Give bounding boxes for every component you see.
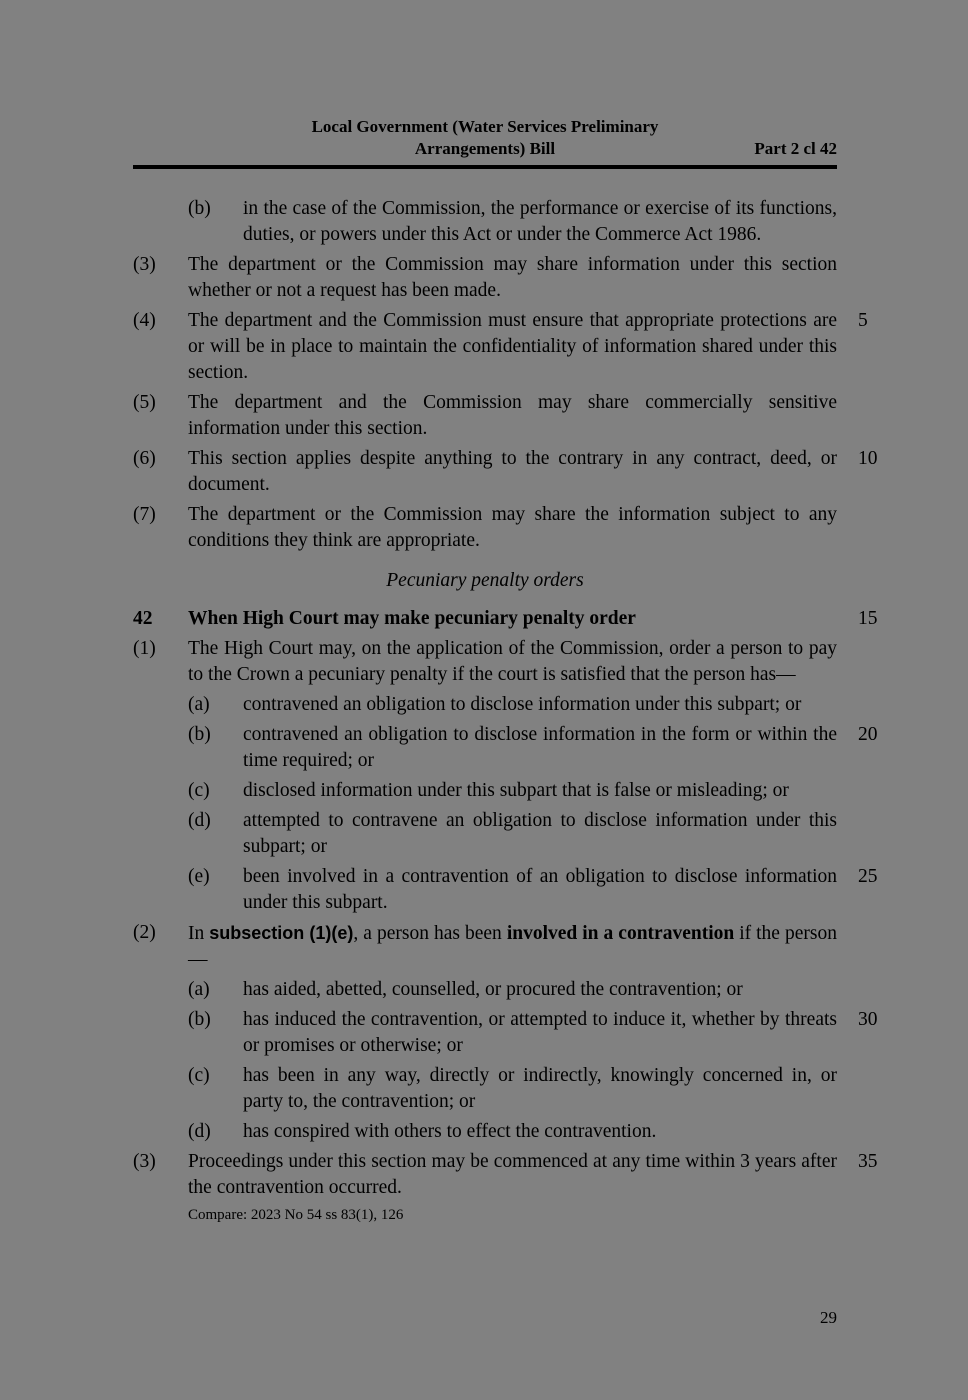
text-run: if the person—: [188, 923, 837, 970]
line-number: [837, 977, 880, 1003]
subsection-label: (6): [133, 448, 156, 469]
paragraph-text: has aided, abetted, counselled, or procured the contravention; or: [243, 979, 743, 1000]
subsection-label: (3): [133, 1151, 156, 1172]
bill-title: [133, 116, 837, 160]
line-number: [837, 920, 880, 973]
paragraph-1a: [133, 692, 880, 718]
text-run: , a person has been: [353, 923, 507, 944]
subsection-1: [133, 636, 880, 688]
crossheading: Pecuniary penalty orders: [386, 570, 584, 591]
paragraph-1e: [133, 864, 880, 916]
line-number: [837, 778, 880, 804]
paragraph-label: (c): [188, 1065, 210, 1086]
indent-spacer: [133, 1063, 188, 1115]
line-number: 25: [858, 866, 878, 887]
indent-spacer: [133, 196, 188, 248]
paragraph-label: (d): [188, 1121, 211, 1142]
subsection-3-of-42: [133, 1149, 880, 1201]
paragraph-1c: [133, 778, 880, 804]
paragraph-2c: [133, 1063, 880, 1115]
subsection-3: [133, 252, 880, 304]
paragraph-label: (b): [188, 198, 211, 219]
paragraph-label: (b): [188, 724, 211, 745]
bill-text: [133, 196, 880, 1225]
section-42-heading-row: [133, 606, 880, 632]
subsection-text: The department or the Commission may share the information subject to any conditions they think are appropriate.: [188, 504, 837, 551]
subsection-label: (2): [133, 922, 156, 943]
line-number: 10: [858, 448, 878, 469]
compare-note: Compare: 2023 No 54 ss 83(1), 126: [188, 1207, 404, 1223]
indent-spacer: [133, 722, 188, 774]
indent-spacer: [133, 864, 188, 916]
subsection-label: (5): [133, 392, 156, 413]
line-number: [837, 808, 880, 860]
page-number: 29: [820, 1308, 837, 1327]
line-number: [837, 1119, 880, 1145]
subsection-4: [133, 308, 880, 386]
paragraph-2a: [133, 977, 880, 1003]
paragraph-text: has conspired with others to effect the contravention.: [243, 1121, 657, 1142]
subsection-text: Proceedings under this section may be commenced at any time within 3 years after the contravention occurred.: [188, 1151, 837, 1198]
line-number: [837, 252, 880, 304]
paragraph-label: (d): [188, 810, 211, 831]
paragraph-label: (a): [188, 979, 210, 1000]
subsection-text: The department and the Commission must ensure that appropriate protections are or will be in place to maintain the confidentiality of information shared under this section.: [188, 310, 837, 383]
line-number: [837, 636, 880, 688]
paragraph-2b: [133, 1007, 880, 1059]
running-header: [133, 116, 837, 169]
bill-title-line1: Local Government (Water Services Preliminary: [311, 117, 659, 136]
bold-defined-term: involved in a contravention: [506, 923, 735, 944]
paragraph-b-continuation: [133, 196, 880, 248]
indent-spacer: [133, 692, 188, 718]
line-number: [837, 692, 880, 718]
indent-spacer: [133, 1119, 188, 1145]
subsection-text: [188, 920, 837, 973]
subsection-label: (7): [133, 504, 156, 525]
line-number: [837, 196, 880, 248]
line-number: 20: [858, 724, 878, 745]
part-reference: Part 2 cl 42: [754, 139, 837, 158]
paragraph-text: has induced the contravention, or attempted to induce it, whether by threats or promises or otherwise; or: [243, 1009, 837, 1056]
paragraph-1b: [133, 722, 880, 774]
paragraph-text: contravened an obligation to disclose information under this subpart; or: [243, 694, 802, 715]
subsection-2: [133, 920, 880, 973]
paragraph-label: (c): [188, 780, 210, 801]
subsection-text: The High Court may, on the application of the Commission, order a person to pay to the Crown a pecuniary penalty if the court is satisfied that the person has—: [188, 638, 837, 685]
indent-spacer: [133, 977, 188, 1003]
line-number: [837, 390, 880, 442]
subsection-text: The department or the Commission may share information under this section whether or not a request has been made.: [188, 254, 837, 301]
line-number: 35: [858, 1151, 878, 1172]
header-rule: [133, 165, 837, 169]
paragraph-2d: [133, 1119, 880, 1145]
paragraph-label: (b): [188, 1009, 211, 1030]
subsection-7: [133, 502, 880, 554]
subsection-label: (1): [133, 638, 156, 659]
section-number: 42: [133, 608, 153, 629]
paragraph-text: disclosed information under this subpart that is false or misleading; or: [243, 780, 789, 801]
paragraph-text: has been in any way, directly or indirectly, knowingly concerned in, or party to, the contravention; or: [243, 1065, 837, 1112]
bill-title-line2: Arrangements) Bill: [414, 139, 556, 158]
paragraph-text: been involved in a contravention of an obligation to disclose information under this subpart.: [243, 866, 837, 913]
section-heading: When High Court may make pecuniary penalty order: [188, 608, 636, 629]
paragraph-text: contravened an obligation to disclose information in the form or within the time required; or: [243, 724, 837, 771]
subsection-label: (4): [133, 310, 156, 331]
indent-spacer: [133, 1007, 188, 1059]
paragraph-1d: [133, 808, 880, 860]
subsection-label: (3): [133, 254, 156, 275]
paragraph-text: attempted to contravene an obligation to disclose information under this subpart; or: [243, 810, 837, 857]
text-run: In: [188, 923, 210, 944]
bold-cross-reference: subsection (1)(e): [209, 923, 354, 943]
line-number: 15: [858, 608, 878, 629]
line-number: 5: [858, 310, 868, 331]
line-number: [837, 1063, 880, 1115]
subsection-5: [133, 390, 880, 442]
paragraph-label: (e): [188, 866, 210, 887]
indent-spacer: [133, 778, 188, 804]
line-number: 30: [858, 1009, 878, 1030]
paragraph-text: in the case of the Commission, the performance or exercise of its functions, duties, or powers under this Act or under the Commerce Act 1986.: [243, 198, 837, 245]
line-number: [837, 502, 880, 554]
subsection-text: This section applies despite anything to the contrary in any contract, deed, or document.: [188, 448, 837, 495]
subsection-text: The department and the Commission may share commercially sensitive information under this section.: [188, 392, 837, 439]
indent-spacer: [133, 808, 188, 860]
paragraph-label: (a): [188, 694, 210, 715]
subsection-6: [133, 446, 880, 498]
